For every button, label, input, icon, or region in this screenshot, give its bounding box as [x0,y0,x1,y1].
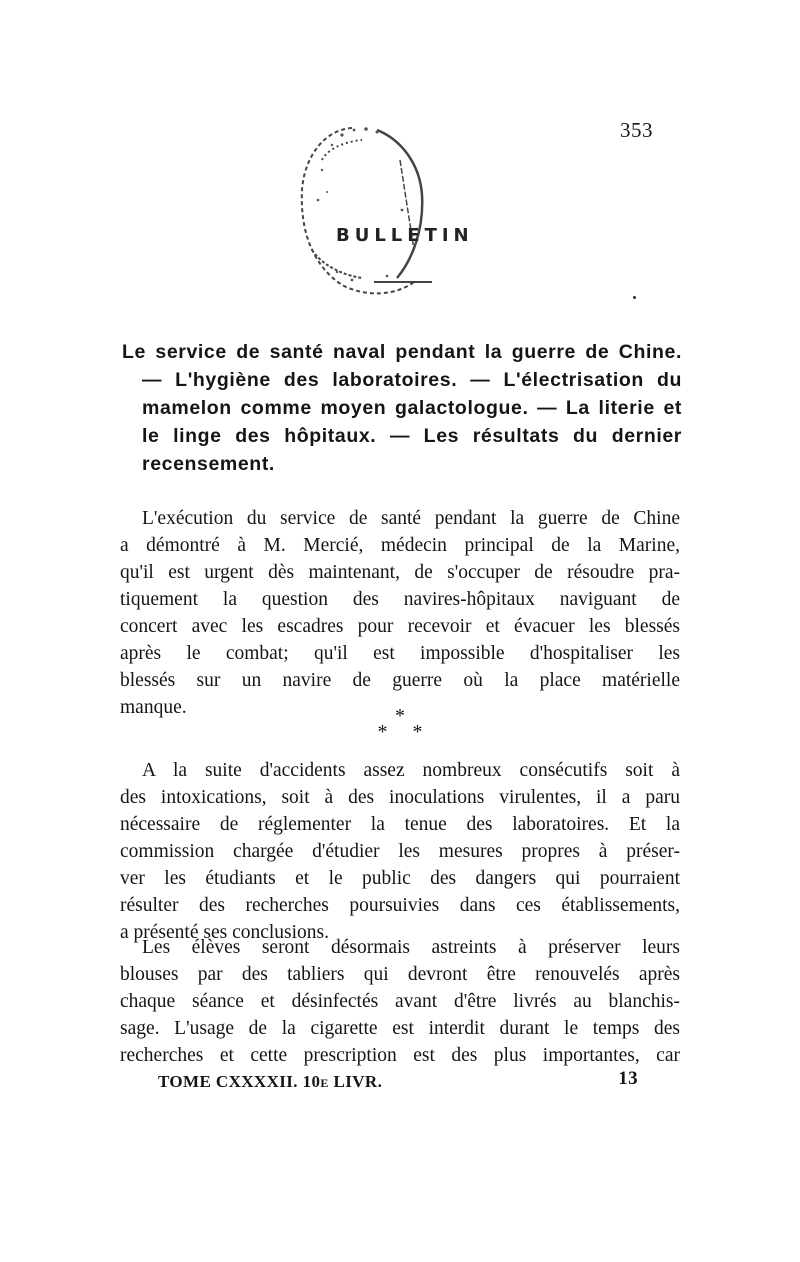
text-line: résulter des recherches poursuivies dans ces établissements, [120,895,680,916]
asterisk: * [412,721,423,743]
paragraph-navires-hopitaux [120,505,680,721]
text-line: manque. [120,697,187,718]
text-line: sage. L'usage de la cigarette est interdit durant le temps des [120,1018,680,1039]
text-line: blessés sur un navire de guerre où la place matérielle [120,670,680,691]
text-line: L'exécution du service de santé pendant la guerre de Chine [142,508,680,529]
text-line: ver les étudiants et le public des dangers qui pourraient [120,868,680,889]
text-line: des intoxications, soit à des inoculations virulentes, il a paru [120,787,680,808]
text-line: a présenté ses conclusions. [120,922,330,943]
text-line: commission chargée d'étudier les mesures propres à préser- [120,841,680,862]
signature-number: 13 [618,1068,638,1089]
asterisk-top: * [395,705,405,727]
heading-line: mamelon comme moyen galactologue. — La literie et [142,397,682,419]
text-line: tiquement la question des navires-hôpitaux naviguant de [120,589,680,610]
library-stamp [282,100,442,310]
text-line: qu'il est urgent dès maintenant, de s'occuper de résoudre pra- [120,562,680,583]
text-line: après le combat; qu'il est impossible d'hospitaliser les [120,643,680,664]
heading-line: recensement. [142,453,275,475]
asterisk-bottom-pair [368,721,432,743]
text-line: nécessaire de réglementer la tenue des laboratoires. Et la [120,814,680,835]
paragraph-laboratoires [120,757,680,946]
text-line: blouses par des tabliers qui devront être renouvelés après [120,964,680,985]
text-line: recherches et cette prescription est des plus importantes, car [120,1045,680,1066]
article-heading [122,338,682,478]
asterisk: * [377,721,388,743]
speck [633,296,636,299]
paragraph-eleves [120,934,680,1069]
text-line: Les élèves seront désormais astreints à préserver leurs [142,937,680,958]
text-line: a démontré à M. Mercié, médecin principal de la Marine, [120,535,680,556]
page-number: 353 [620,118,653,142]
heading-line: Le service de santé naval pendant la guerre de Chine. [122,341,682,363]
section-separator [368,705,432,743]
text-line: concert avec les escadres pour recevoir et évacuer les blessés [120,616,680,637]
heading-line: le linge des hôpitaux. — Les résultats du dernier [142,425,682,447]
stamp-label: BULLETIN [336,225,474,246]
text-line: A la suite d'accidents assez nombreux consécutifs soit à [142,760,680,781]
text-line: chaque séance et désinfectés avant d'être livrés au blanchis- [120,991,680,1012]
heading-line: — L'hygiène des laboratoires. — L'électrisation du [142,369,682,391]
volume-signature: TOME CXXXXII. 10e LIVR. [158,1072,383,1091]
